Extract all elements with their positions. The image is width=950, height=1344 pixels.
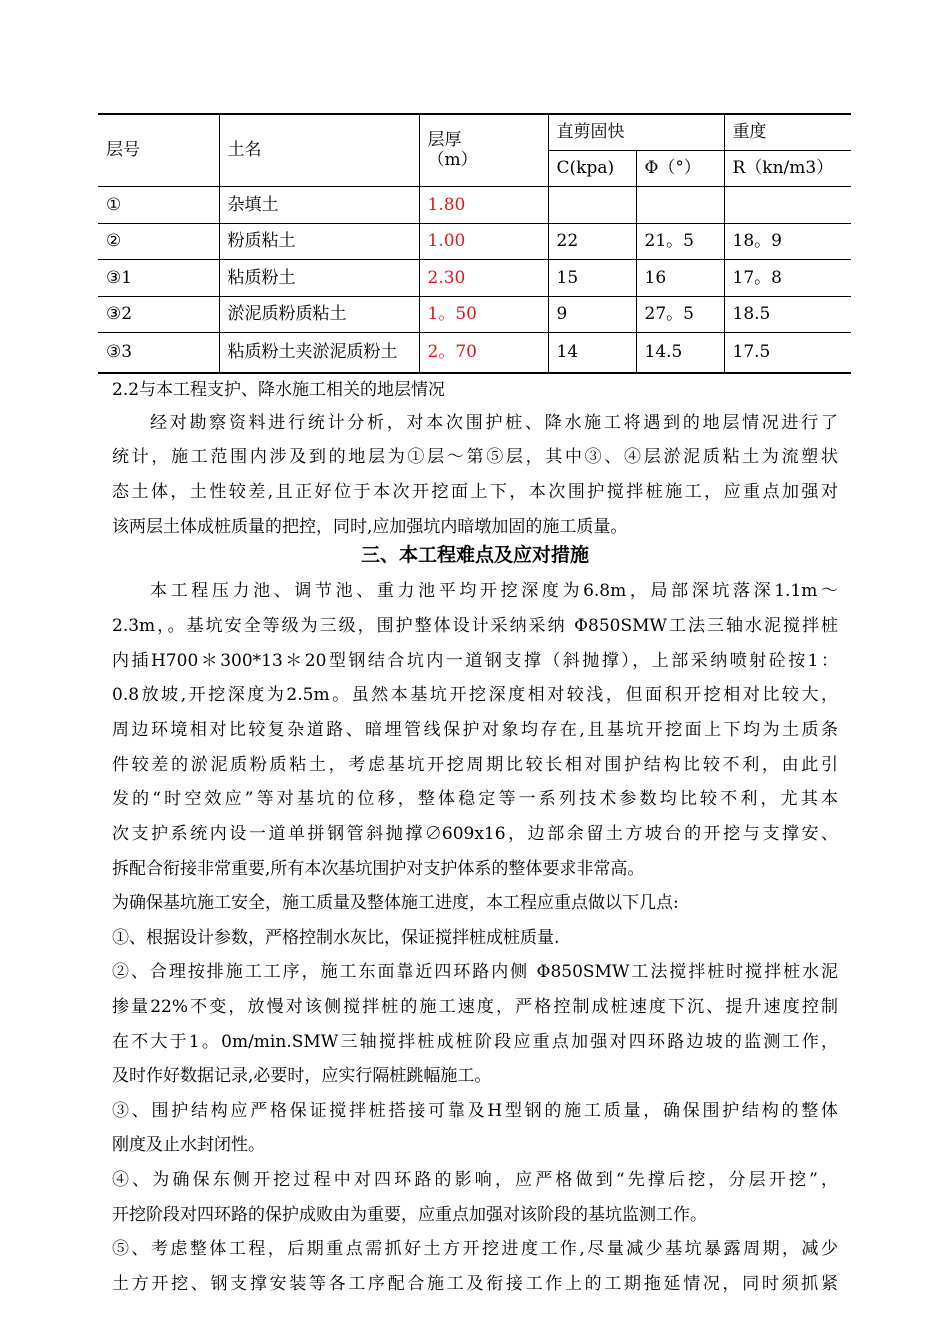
cell-phi: 21。5 xyxy=(636,223,724,259)
cell-layer-no: ① xyxy=(98,186,219,223)
cell-thickness: 1.80 xyxy=(419,186,548,223)
cell-phi: 14.5 xyxy=(636,332,724,373)
cell-thickness: 2.30 xyxy=(419,259,548,296)
cell-thickness: 2。70 xyxy=(419,332,548,373)
header-soil-name: 土名 xyxy=(219,114,419,186)
paragraph-line: 刚度及止水封闭性。 xyxy=(112,1135,265,1155)
cell-r: 18.5 xyxy=(724,296,851,332)
paragraph-line: 开挖阶段对四环路的保护成败由为重要，应重点加强对该阶段的基坑监测工作。 xyxy=(112,1205,707,1225)
header-thickness-unit: （m） xyxy=(427,150,478,171)
paragraph-line: 本工程压力池、调节池、重力池平均开挖深度为6.8m，局部深坑落深1.1m～ xyxy=(150,581,838,601)
table-row xyxy=(98,223,851,259)
header-thickness-label: 层厚 xyxy=(427,130,462,151)
paragraph-line: 内插H700＊300*13＊20型钢结合坑内一道钢支撑（斜抛撑），上部采纳喷射砼按1： xyxy=(112,651,838,671)
paragraph-line: 发的“时空效应”等对基坑的位移，整体稳定等一系列技术参数均比较不利，尤其本 xyxy=(112,789,838,809)
cell-c xyxy=(548,186,636,223)
paragraph-line: 及时作好数据记录,必要时，应实行隔桩跳幅施工。 xyxy=(112,1066,492,1086)
paragraph-line: 0.8放坡,开挖深度为2.5m。虽然本基坑开挖深度相对较浅，但面积开挖相对比较大， xyxy=(112,685,838,705)
cell-phi xyxy=(636,186,724,223)
cell-thickness: 1。50 xyxy=(419,296,548,332)
paragraph-line: 掺量22%不变，放慢对该侧搅拌桩的施工速度，严格控制成桩速度下沉、提升速度控制 xyxy=(112,997,838,1017)
cell-soil-name: 淤泥质粉质粘土 xyxy=(219,296,419,332)
paragraph-line: 该两层土体成桩质量的把控，同时,应加强坑内暗墩加固的施工质量。 xyxy=(112,517,628,537)
table-row xyxy=(98,186,851,223)
table-row xyxy=(98,332,851,373)
table-row xyxy=(98,296,851,332)
cell-phi: 16 xyxy=(636,259,724,296)
paragraph-line: 态土体，土性较差,且正好位于本次开挖面上下，本次围护搅拌桩施工，应重点加强对 xyxy=(112,482,838,502)
section-heading: 三、本工程难点及应对措施 xyxy=(360,544,589,566)
cell-c: 15 xyxy=(548,259,636,296)
paragraph-line: 2.3m，。基坑安全等级为三级，围护整体设计采纳采纳 Φ850SMW工法三轴水泥搅拌桩 xyxy=(112,616,839,636)
cell-c: 14 xyxy=(548,332,636,373)
list-item: ⑤、考虑整体工程，后期重点需抓好土方开挖进度工作,尽量减少基坑暴露周期，减少 xyxy=(112,1239,838,1259)
header-direct-shear: 直剪固快 xyxy=(548,114,724,150)
header-thickness xyxy=(419,114,548,186)
cell-r: 18。9 xyxy=(724,223,851,259)
cell-phi: 27。5 xyxy=(636,296,724,332)
cell-r: 17.5 xyxy=(724,332,851,373)
header-layer-no: 层号 xyxy=(98,114,219,186)
section-title: 2.2与本工程支护、降水施工相关的地层情况 xyxy=(112,380,446,400)
header-unit-weight: 重度 xyxy=(724,114,851,150)
list-item: ②、合理按排施工工序，施工东面靠近四环路内侧 Φ850SMW工法搅拌桩时搅拌桩水泥 xyxy=(112,962,838,982)
paragraph-line: 在不大于1。0m/min.SMW三轴搅拌桩成桩阶段应重点加强对四环路边坡的监测工作， xyxy=(112,1032,838,1052)
cell-r xyxy=(724,186,851,223)
paragraph-line: 经对勘察资料进行统计分析，对本次围护桩、降水施工将遇到的地层情况进行了 xyxy=(150,413,838,433)
cell-layer-no: ③2 xyxy=(98,296,219,332)
cell-soil-name: 杂填土 xyxy=(219,186,419,223)
cell-c: 22 xyxy=(548,223,636,259)
cell-thickness: 1.00 xyxy=(419,223,548,259)
cell-layer-no: ② xyxy=(98,223,219,259)
cell-soil-name: 粘质粉土夹淤泥质粉土 xyxy=(219,332,419,373)
table-header-row xyxy=(98,114,851,150)
cell-c: 9 xyxy=(548,296,636,332)
table-row xyxy=(98,259,851,296)
paragraph-line: 件较差的淤泥质粉质粘土，考虑基坑开挖周期比较长相对围护结构比较不利，由此引 xyxy=(112,755,838,775)
list-item: ①、根据设计参数，严格控制水灰比，保证搅拌桩成桩质量. xyxy=(112,928,560,948)
paragraph-line: 拆配合衔接非常重要,所有本次基坑围护对支护体系的整体要求非常高。 xyxy=(112,859,645,879)
paragraph-line: 为确保基坑施工安全，施工质量及整体施工进度，本工程应重点做以下几点: xyxy=(112,893,679,913)
header-phi: Φ（°） xyxy=(636,150,724,186)
cell-r: 17。8 xyxy=(724,259,851,296)
paragraph-line: 周边环境相对比较复杂道路、暗埋管线保护对象均存在,且基坑开挖面上下均为土质条 xyxy=(112,720,838,740)
cell-soil-name: 粉质粘土 xyxy=(219,223,419,259)
list-item: ③、围护结构应严格保证搅拌桩搭接可靠及H型钢的施工质量，确保围护结构的整体 xyxy=(112,1101,838,1121)
header-r: R（kn/m3） xyxy=(724,150,851,186)
header-c: C(kpa) xyxy=(548,150,636,186)
paragraph-line: 土方开挖、钢支撑安装等各工序配合施工及衔接工作上的工期拖延情况，同时须抓紧 xyxy=(112,1274,838,1294)
paragraph-line: 统计，施工范围内涉及到的地层为①层～第⑤层，其中③、④层淤泥质粘土为流塑状 xyxy=(112,447,838,467)
cell-soil-name: 粘质粉土 xyxy=(219,259,419,296)
cell-layer-no: ③3 xyxy=(98,332,219,373)
cell-layer-no: ③1 xyxy=(98,259,219,296)
paragraph-line: 次支护系统内设一道单拼钢管斜抛撑∅609x16，边部余留土方坡台的开挖与支撑安、 xyxy=(112,824,838,844)
list-item: ④、为确保东侧开挖过程中对四环路的影响，应严格做到“先撑后挖，分层开挖”， xyxy=(112,1170,838,1190)
soil-layer-table xyxy=(98,113,851,374)
